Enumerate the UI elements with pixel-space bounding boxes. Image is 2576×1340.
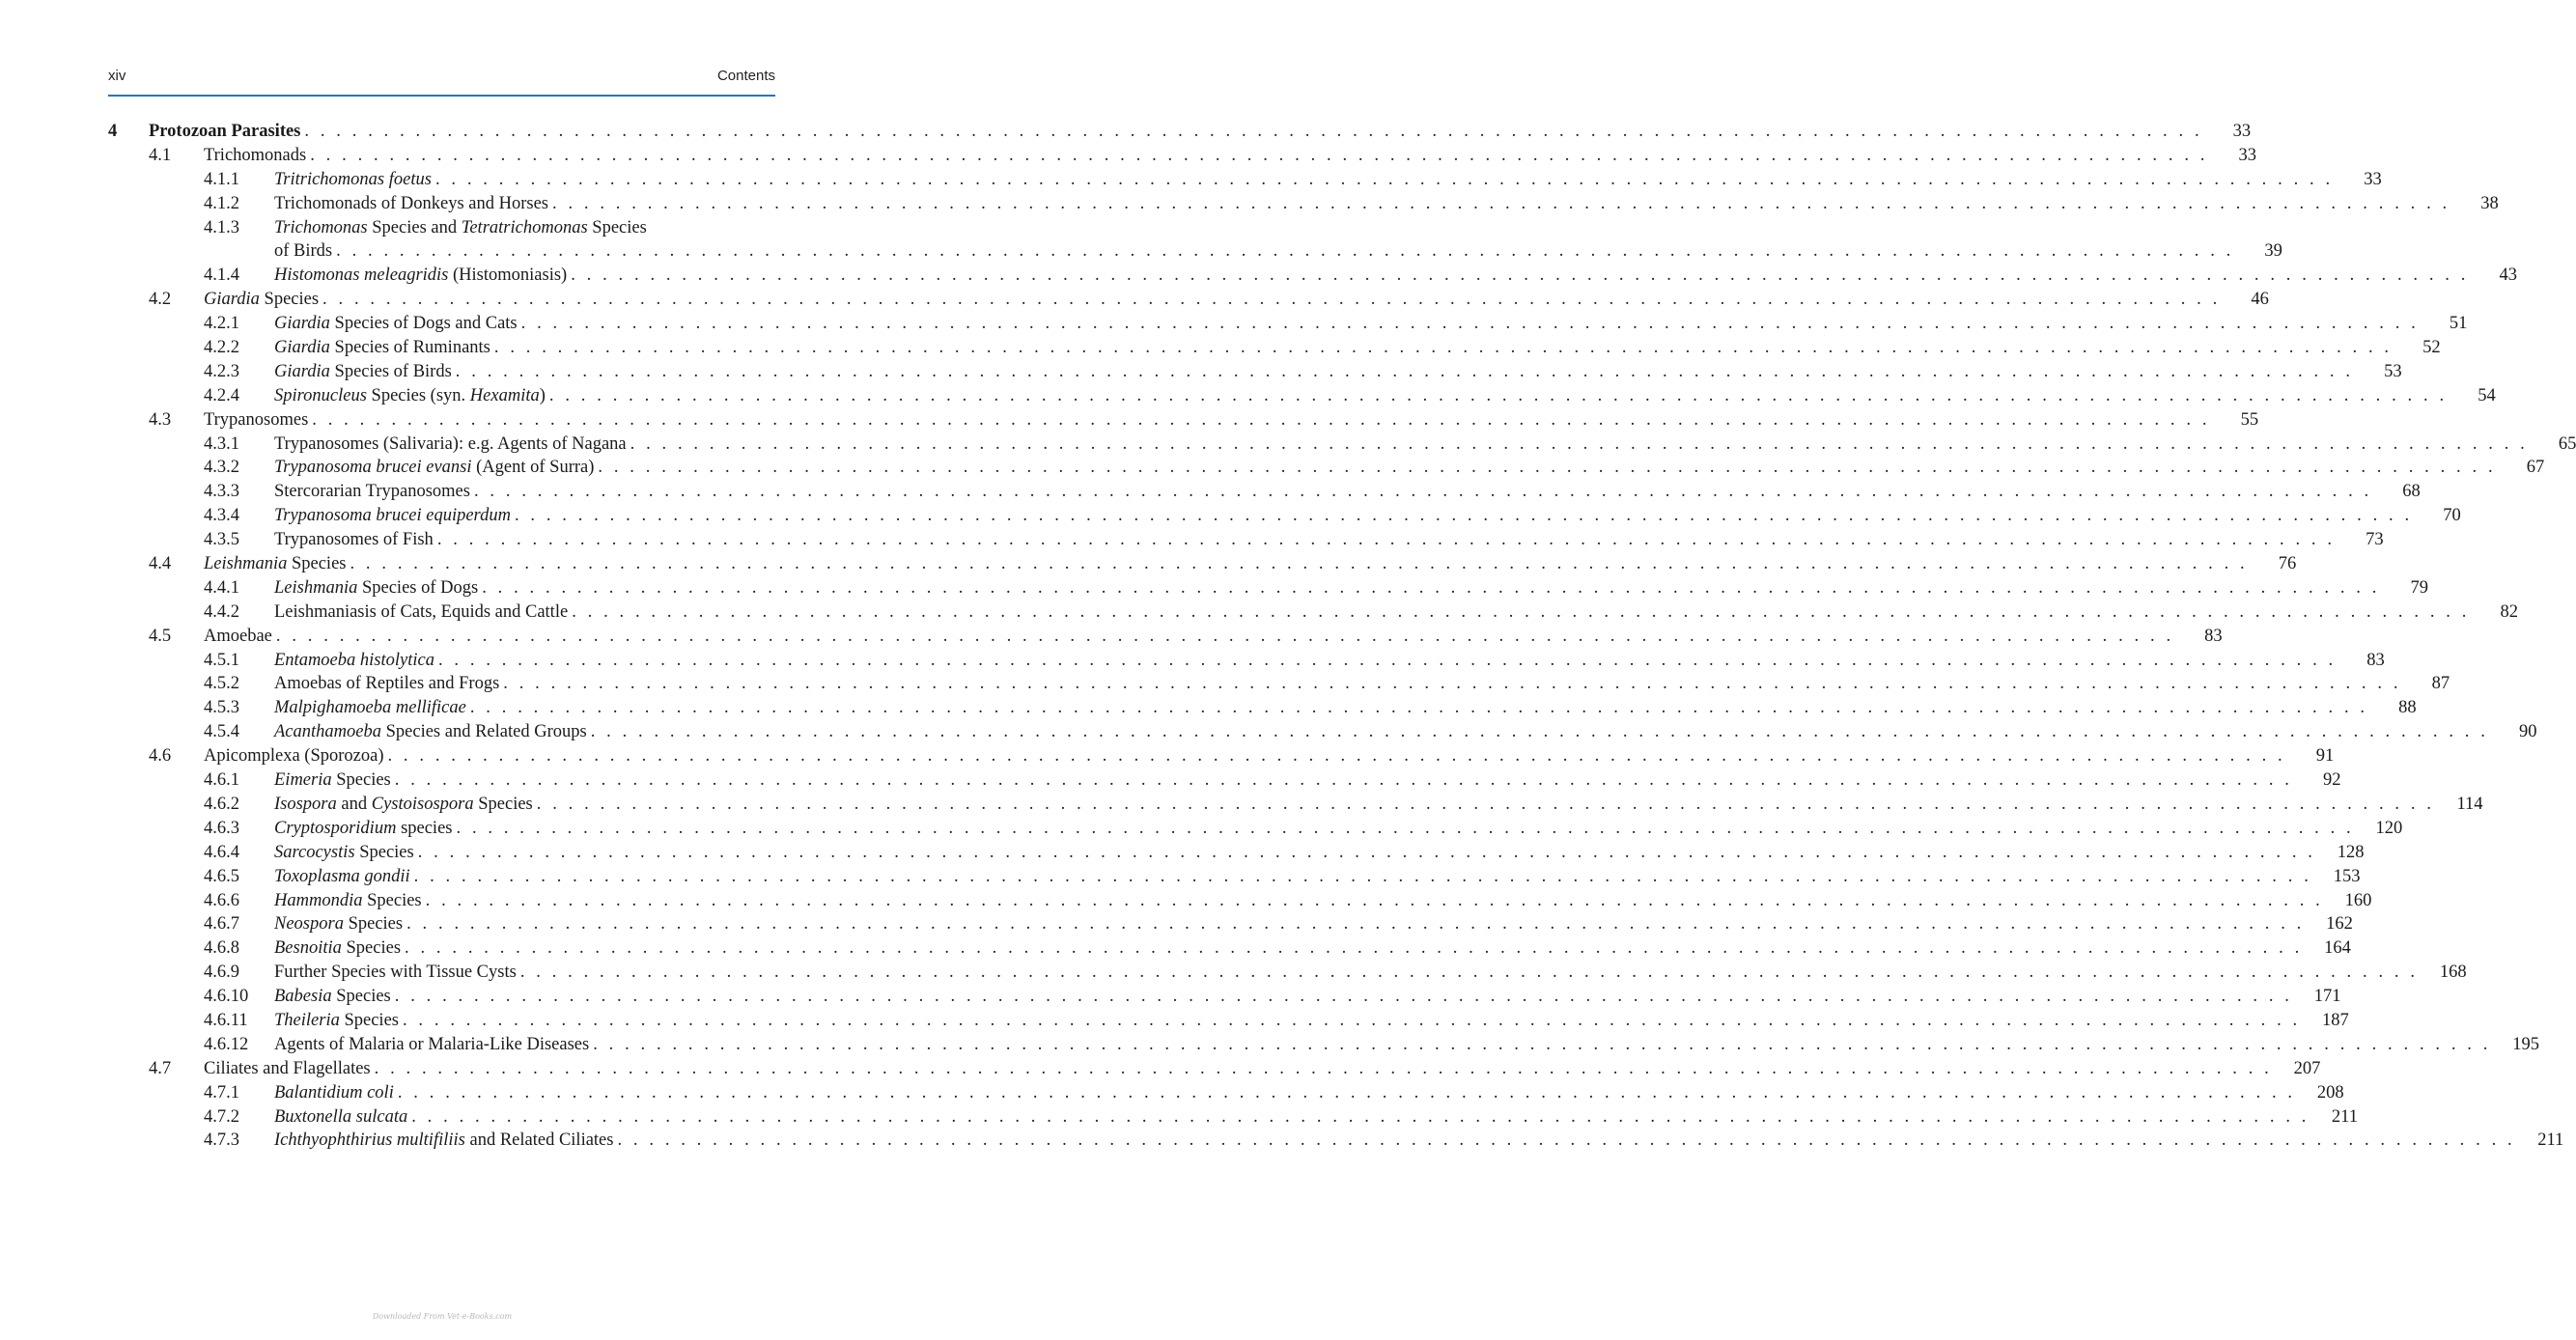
toc-entry-number: 4.3 — [149, 409, 172, 430]
toc-entry[interactable] — [108, 576, 2428, 600]
toc-entry-number: 4.6.12 — [204, 1034, 249, 1054]
toc-entry-page: 55 — [2240, 409, 2259, 430]
dot-leader: . . . . . . . . . . . . . . . . . . . . . . . . . . . . . . . . . . . . . . . . . . . . . . . . . . . . . . . . . . . . . . . . . . . . . . . . . . . . . . . . . . . . . . . . . . . . . . . . . . . . . . . . . . . . . . . . . . . . . . . . — [275, 626, 2174, 646]
toc-entry-number: 4.1.4 — [204, 265, 239, 286]
toc-entry[interactable] — [108, 936, 2351, 961]
toc-entry-number: 4.2.2 — [204, 338, 239, 358]
download-watermark: Downloaded From Vet-e-Books.com — [372, 1312, 513, 1321]
toc-entry-page: 46 — [2251, 290, 2269, 310]
dot-leader: . . . . . . . . . . . . . . . . . . . . . . . . . . . . . . . . . . . . . . . . . . . . . . . . . . . . . . . . . . . . . . . . . . . . . . . . . . . . . . . . . . . . . . . . . . . . . . . . . . . . . . . . . . . . . . . . . . . . . . . . — [387, 746, 2286, 767]
toc-entry-number: 4.6.8 — [204, 938, 239, 959]
toc-entry-title: of Birds — [274, 241, 333, 262]
toc-entry[interactable] — [108, 672, 2450, 696]
toc-entry[interactable] — [108, 841, 2365, 865]
toc-entry[interactable] — [108, 456, 2545, 480]
toc-entry-number: 4 — [108, 122, 118, 141]
toc-entry[interactable] — [108, 504, 2461, 528]
toc-entry-title: Leishmania Species of Dogs — [274, 577, 479, 598]
toc-entry[interactable] — [108, 312, 2468, 336]
toc-entry[interactable] — [108, 793, 2483, 817]
toc-entry-title: Tritrichomonas foetus — [274, 169, 432, 189]
toc-entry-page: 120 — [2375, 818, 2403, 838]
dot-leader: . . . . . . . . . . . . . . . . . . . . . . . . . . . . . . . . . . . . . . . . . . . . . . . . . . . . . . . . . . . . . . . . . . . . . . . . . . . . . . . . . . . . . . . . . . . . . . . . . . . . . . . . . . . . . . . . . . . . . . . . — [406, 914, 2305, 935]
dot-leader: . . . . . . . . . . . . . . . . . . . . . . . . . . . . . . . . . . . . . . . . . . . . . . . . . . . . . . . . . . . . . . . . . . . . . . . . . . . . . . . . . . . . . . . . . . . . . . . . . . . . . . . . . . . . . . . . . . . . . . . . — [425, 890, 2324, 910]
toc-entry-number: 4.7.1 — [204, 1082, 239, 1103]
toc-entry-title: Leishmaniasis of Cats, Equids and Cattle — [274, 601, 569, 622]
toc-entry-page: 33 — [2364, 169, 2382, 189]
dot-leader: . . . . . . . . . . . . . . . . . . . . . . . . . . . . . . . . . . . . . . . . . . . . . . . . . . . . . . . . . . . . . . . . . . . . . . . . . . . . . . . . . . . . . . . . . . . . . . . . . . . . . . . . . . . . . . . . . . . . . . . . — [336, 241, 2234, 262]
toc-entry-page: 83 — [2366, 650, 2385, 670]
toc-entry-number: 4.2.4 — [204, 385, 239, 405]
toc-entry-title: Stercorarian Trypanosomes — [274, 482, 470, 502]
dot-leader: . . . . . . . . . . . . . . . . . . . . . . . . . . . . . . . . . . . . . . . . . . . . . . . . . . . . . . . . . . . . . . . . . . . . . . . . . . . . . . . . . . . . . . . . . . . . . . . . . . . . . . . . . . . . . . . . . . . . . . . . — [411, 1106, 2310, 1127]
toc-entry-page: 67 — [2526, 458, 2545, 478]
toc-entry-page: 76 — [2278, 554, 2297, 574]
dot-leader: . . . . . . . . . . . . . . . . . . . . . . . . . . . . . . . . . . . . . . . . . . . . . . . . . . . . . . . . . . . . . . . . . . . . . . . . . . . . . . . . . . . . . . . . . . . . . . . . . . . . . . . . . . . . . . . . . . . . . . . . — [552, 193, 2450, 213]
section-label: Contents — [716, 68, 775, 84]
toc-entry-title: Spironucleus Species (syn. Hexamita) — [274, 385, 546, 405]
toc-entry-title: Protozoan Parasites — [149, 122, 301, 141]
toc-entry[interactable] — [108, 144, 2256, 168]
toc-entry-page: 195 — [2512, 1034, 2539, 1054]
toc-entry[interactable] — [108, 1081, 2344, 1105]
toc-entry[interactable] — [108, 1033, 2539, 1057]
running-head — [108, 68, 775, 84]
toc-entry[interactable] — [108, 480, 2421, 504]
toc-entry-title: Giardia Species — [204, 290, 320, 310]
toc-entry-number: 4.7.2 — [204, 1106, 239, 1127]
dot-leader: . . . . . . . . . . . . . . . . . . . . . . . . . . . . . . . . . . . . . . . . . . . . . . . . . . . . . . . . . . . . . . . . . . . . . . . . . . . . . . . . . . . . . . . . . . . . . . . . . . . . . . . . . . . . . . . . . . . . . . . . — [590, 722, 2489, 742]
dot-leader: . . . . . . . . . . . . . . . . . . . . . . . . . . . . . . . . . . . . . . . . . . . . . . . . . . . . . . . . . . . . . . . . . . . . . . . . . . . . . . . . . . . . . . . . . . . . . . . . . . . . . . . . . . . . . . . . . . . . . . . . — [405, 938, 2303, 959]
toc-entry-number: 4.3.4 — [204, 506, 239, 526]
toc-entry-page: 171 — [2313, 987, 2341, 1007]
toc-entry-number: 4.5 — [149, 626, 172, 646]
toc-entry[interactable] — [108, 649, 2385, 673]
toc-entry-title: Eimeria Species — [274, 770, 391, 791]
toc-entry-page: 207 — [2293, 1058, 2321, 1078]
toc-entry[interactable] — [108, 600, 2518, 625]
toc-entry-title: Trypanosomes — [204, 409, 309, 430]
dot-leader: . . . . . . . . . . . . . . . . . . . . . . . . . . . . . . . . . . . . . . . . . . . . . . . . . . . . . . . . . . . . . . . . . . . . . . . . . . . . . . . . . . . . . . . . . . . . . . . . . . . . . . . . . . . . . . . . . . . . . . . . — [536, 794, 2435, 814]
toc-entry-number: 4.1.2 — [204, 193, 239, 213]
toc-entry-number: 4.6.11 — [204, 1010, 248, 1030]
toc-entry-title: Trypanosoma brucei equiperdum — [274, 506, 511, 526]
toc-entry[interactable] — [108, 264, 2517, 288]
toc-entry[interactable] — [108, 625, 2223, 649]
dot-leader: . . . . . . . . . . . . . . . . . . . . . . . . . . . . . . . . . . . . . . . . . . . . . . . . . . . . . . . . . . . . . . . . . . . . . . . . . . . . . . . . . . . . . . . . . . . . . . . . . . . . . . . . . . . . . . . . . . . . . . . . — [598, 458, 2497, 478]
toc-entry-page: 92 — [2323, 770, 2341, 791]
toc-entry-number: 4.5.3 — [204, 698, 239, 718]
toc-entry[interactable] — [108, 192, 2499, 216]
dot-leader: . . . . . . . . . . . . . . . . . . . . . . . . . . . . . . . . . . . . . . . . . . . . . . . . . . . . . . . . . . . . . . . . . . . . . . . . . . . . . . . . . . . . . . . . . . . . . . . . . . . . . . . . . . . . . . . . . . . . . . . . — [312, 409, 2211, 430]
toc-entry-title: Histomonas meleagridis (Histomoniasis) — [274, 265, 568, 286]
toc-entry[interactable] — [108, 912, 2353, 936]
toc-entry[interactable] — [108, 360, 2402, 384]
dot-leader: . . . . . . . . . . . . . . . . . . . . . . . . . . . . . . . . . . . . . . . . . . . . . . . . . . . . . . . . . . . . . . . . . . . . . . . . . . . . . . . . . . . . . . . . . . . . . . . . . . . . . . . . . . . . . . . . . . . . . . . . — [503, 674, 2402, 694]
toc-entry-title: Trypanosoma brucei evansi (Agent of Surra) — [274, 458, 595, 478]
dot-leader: . . . . . . . . . . . . . . . . . . . . . . . . . . . . . . . . . . . . . . . . . . . . . . . . . . . . . . . . . . . . . . . . . . . . . . . . . . . . . . . . . . . . . . . . . . . . . . . . . . . . . . . . . . . . . . . . . . . . . . . . — [456, 818, 2355, 838]
toc-entry-number: 4.4.2 — [204, 601, 239, 622]
toc-entry-number: 4.5.1 — [204, 650, 239, 670]
header-rule — [108, 95, 775, 97]
dot-leader: . . . . . . . . . . . . . . . . . . . . . . . . . . . . . . . . . . . . . . . . . . . . . . . . . . . . . . . . . . . . . . . . . . . . . . . . . . . . . . . . . . . . . . . . . . . . . . . . . . . . . . . . . . . . . . . . . . . . . . . . — [455, 361, 2354, 381]
toc-entry-page: 38 — [2480, 193, 2499, 213]
toc-entry-title: Trichomonas Species and Tetratrichomonas Species — [274, 217, 647, 237]
dot-leader: . . . . . . . . . . . . . . . . . . . . . . . . . . . . . . . . . . . . . . . . . . . . . . . . . . . . . . . . . . . . . . . . . . . . . . . . . . . . . . . . . . . . . . . . . . . . . . . . . . . . . . . . . . . . . . . . . . . . . . . . — [437, 650, 2337, 670]
toc-entry-title: Isospora and Cystoisospora Species — [274, 794, 533, 814]
dot-leader: . . . . . . . . . . . . . . . . . . . . . . . . . . . . . . . . . . . . . . . . . . . . . . . . . . . . . . . . . . . . . . . . . . . . . . . . . . . . . . . . . . . . . . . . . . . . . . . . . . . . . . . . . . . . . . . . . . . . . . . . — [593, 1034, 2491, 1054]
toc-entry-title: Besnoitia Species — [274, 938, 402, 959]
toc-entry-number: 4.6.5 — [204, 866, 239, 886]
toc-entry-number: 4.2.3 — [204, 361, 239, 381]
toc-entry-number: 4.6.6 — [204, 890, 239, 910]
toc-entry-page: 153 — [2333, 866, 2361, 886]
toc-entry-title: Leishmania Species — [204, 554, 347, 574]
toc-entry-title: Further Species with Tissue Cysts — [274, 963, 517, 983]
toc-entry[interactable] — [108, 1057, 2321, 1081]
toc-entry-page: 211 — [2331, 1106, 2358, 1127]
toc-entry-title: Acanthamoeba Species and Related Groups — [274, 722, 587, 742]
toc-entry-page: 87 — [2431, 674, 2450, 694]
dot-leader: . . . . . . . . . . . . . . . . . . . . . . . . . . . . . . . . . . . . . . . . . . . . . . . . . . . . . . . . . . . . . . . . . . . . . . . . . . . . . . . . . . . . . . . . . . . . . . . . . . . . . . . . . . . . . . . . . . . . . . . . — [617, 1131, 2516, 1151]
table-of-contents — [108, 120, 2576, 1153]
dot-leader: . . . . . . . . . . . . . . . . . . . . . . . . . . . . . . . . . . . . . . . . . . . . . . . . . . . . . . . . . . . . . . . . . . . . . . . . . . . . . . . . . . . . . . . . . . . . . . . . . . . . . . . . . . . . . . . . . . . . . . . . — [548, 385, 2448, 405]
toc-entry-title: Trypanosomes of Fish — [274, 530, 434, 550]
dot-leader: . . . . . . . . . . . . . . . . . . . . . . . . . . . . . . . . . . . . . . . . . . . . . . . . . . . . . . . . . . . . . . . . . . . . . . . . . . . . . . . . . . . . . . . . . . . . . . . . . . . . . . . . . . . . . . . . . . . . . . . . — [394, 987, 2293, 1007]
dot-leader: . . . . . . . . . . . . . . . . . . . . . . . . . . . . . . . . . . . . . . . . . . . . . . . . . . . . . . . . . . . . . . . . . . . . . . . . . . . . . . . . . . . . . . . . . . . . . . . . . . . . . . . . . . . . . . . . . . . . . . . . — [520, 314, 2420, 334]
toc-entry-title: Ciliates and Flagellates — [204, 1058, 371, 1078]
toc-entry-number: 4.1.3 — [204, 217, 239, 237]
toc-entry-number: 4.4 — [149, 554, 172, 574]
toc-entry-title: Hammondia Species — [274, 890, 422, 910]
toc-entry-number: 4.5.4 — [204, 722, 239, 742]
toc-entry-number: 4.7.3 — [204, 1131, 239, 1151]
dot-leader: . . . . . . . . . . . . . . . . . . . . . . . . . . . . . . . . . . . . . . . . . . . . . . . . . . . . . . . . . . . . . . . . . . . . . . . . . . . . . . . . . . . . . . . . . . . . . . . . . . . . . . . . . . . . . . . . . . . . . . . . — [519, 963, 2419, 983]
toc-entry-title: Giardia Species of Birds — [274, 361, 452, 381]
toc-entry[interactable] — [108, 889, 2372, 913]
toc-entry-title: Giardia Species of Ruminants — [274, 338, 490, 358]
toc-entry[interactable] — [108, 433, 2576, 457]
dot-leader: . . . . . . . . . . . . . . . . . . . . . . . . . . . . . . . . . . . . . . . . . . . . . . . . . . . . . . . . . . . . . . . . . . . . . . . . . . . . . . . . . . . . . . . . . . . . . . . . . . . . . . . . . . . . . . . . . . . . . . . . — [482, 577, 2380, 598]
toc-entry-page: 73 — [2366, 530, 2384, 550]
toc-entry-page: 164 — [2324, 938, 2351, 959]
dot-leader: . . . . . . . . . . . . . . . . . . . . . . . . . . . . . . . . . . . . . . . . . . . . . . . . . . . . . . . . . . . . . . . . . . . . . . . . . . . . . . . . . . . . . . . . . . . . . . . . . . . . . . . . . . . . . . . . . . . . . . . . — [402, 1010, 2301, 1030]
toc-entry-number: 4.6.3 — [204, 818, 239, 838]
dot-leader: . . . . . . . . . . . . . . . . . . . . . . . . . . . . . . . . . . . . . . . . . . . . . . . . . . . . . . . . . . . . . . . . . . . . . . . . . . . . . . . . . . . . . . . . . . . . . . . . . . . . . . . . . . . . . . . . . . . . . . . . — [572, 601, 2470, 622]
dot-leader: . . . . . . . . . . . . . . . . . . . . . . . . . . . . . . . . . . . . . . . . . . . . . . . . . . . . . . . . . . . . . . . . . . . . . . . . . . . . . . . . . . . . . . . . . . . . . . . . . . . . . . . . . . . . . . . . . . . . . . . . — [322, 290, 2221, 310]
dot-leader: . . . . . . . . . . . . . . . . . . . . . . . . . . . . . . . . . . . . . . . . . . . . . . . . . . . . . . . . . . . . . . . . . . . . . . . . . . . . . . . . . . . . . . . . . . . . . . . . . . . . . . . . . . . . . . . . . . . . . . . . — [514, 506, 2413, 526]
toc-entry-title: Sarcocystis Species — [274, 842, 414, 862]
toc-entry-number: 4.3.3 — [204, 482, 239, 502]
toc-entry[interactable] — [108, 120, 2252, 144]
toc-entry-page: 187 — [2322, 1010, 2349, 1030]
toc-entry-page: 39 — [2264, 241, 2282, 262]
toc-entry-title: Amoebae — [204, 626, 272, 646]
toc-entry-page: 128 — [2337, 842, 2365, 862]
toc-entry-page: 65 — [2558, 433, 2576, 454]
toc-entry[interactable] — [108, 1009, 2349, 1033]
toc-entry[interactable] — [108, 696, 2417, 720]
toc-entry-number: 4.3.1 — [204, 433, 239, 454]
toc-entry[interactable] — [108, 985, 2341, 1009]
dot-leader: . . . . . . . . . . . . . . . . . . . . . . . . . . . . . . . . . . . . . . . . . . . . . . . . . . . . . . . . . . . . . . . . . . . . . . . . . . . . . . . . . . . . . . . . . . . . . . . . . . . . . . . . . . . . . . . . . . . . . . . . — [469, 698, 2368, 718]
toc-entry-page: 51 — [2449, 314, 2468, 334]
toc-entry-title: Apicomplexa (Sporozoa) — [204, 746, 384, 767]
toc-entry-page: 33 — [2232, 122, 2252, 141]
toc-entry-number: 4.6.2 — [204, 794, 239, 814]
dot-leader: . . . . . . . . . . . . . . . . . . . . . . . . . . . . . . . . . . . . . . . . . . . . . . . . . . . . . . . . . . . . . . . . . . . . . . . . . . . . . . . . . . . . . . . . . . . . . . . . . . . . . . . . . . . . . . . . . . . . . . . . — [394, 770, 2293, 791]
toc-entry[interactable] — [108, 168, 2382, 192]
toc-entry-number: 4.6 — [149, 746, 172, 767]
toc-entry-number: 4.1.1 — [204, 169, 239, 189]
toc-entry[interactable] — [108, 552, 2297, 576]
toc-entry-title: Babesia Species — [274, 987, 391, 1007]
toc-entry[interactable] — [108, 288, 2269, 312]
toc-entry-page: 70 — [2443, 506, 2461, 526]
toc-entry-page: 54 — [2478, 385, 2496, 405]
toc-entry-page: 114 — [2456, 794, 2483, 814]
page-number-label: xiv — [108, 68, 126, 84]
toc-entry-page: 91 — [2315, 746, 2335, 767]
toc-entry-page: 43 — [2499, 265, 2517, 286]
toc-entry-title: Cryptosporidium species — [274, 818, 453, 838]
toc-entry-number: 4.6.4 — [204, 842, 239, 862]
toc-entry-title: Trichomonads of Donkeys and Horses — [274, 193, 548, 213]
toc-entry-number: 4.6.9 — [204, 963, 239, 983]
toc-entry-number: 4.5.2 — [204, 674, 239, 694]
dot-leader: . . . . . . . . . . . . . . . . . . . . . . . . . . . . . . . . . . . . . . . . . . . . . . . . . . . . . . . . . . . . . . . . . . . . . . . . . . . . . . . . . . . . . . . . . . . . . . . . . . . . . . . . . . . . . . . . . . . . . . . . — [350, 554, 2249, 574]
dot-leader: . . . . . . . . . . . . . . . . . . . . . . . . . . . . . . . . . . . . . . . . . . . . . . . . . . . . . . . . . . . . . . . . . . . . . . . . . . . . . . . . . . . . . . . . . . . . . . . . . . . . . . . . . . . . . . . . . . . . . . . . — [493, 338, 2393, 358]
toc-entry-page: 52 — [2422, 338, 2441, 358]
dot-leader: . . . . . . . . . . . . . . . . . . . . . . . . . . . . . . . . . . . . . . . . . . . . . . . . . . . . . . . . . . . . . . . . . . . . . . . . . . . . . . . . . . . . . . . . . . . . . . . . . . . . . . . . . . . . . . . . . . . . . . . . — [473, 482, 2372, 502]
dot-leader: . . . . . . . . . . . . . . . . . . . . . . . . . . . . . . . . . . . . . . . . . . . . . . . . . . . . . . . . . . . . . . . . . . . . . . . . . . . . . . . . . . . . . . . . . . . . . . . . . . . . . . . . . . . . . . . . . . . . . . . . — [310, 145, 2208, 165]
toc-entry-page: 168 — [2439, 963, 2467, 983]
toc-entry-number: 4.2 — [149, 290, 172, 310]
toc-entry-title: Agents of Malaria or Malaria-Like Diseases — [274, 1034, 590, 1054]
toc-entry[interactable] — [108, 384, 2496, 408]
toc-entry-page: 68 — [2402, 482, 2421, 502]
toc-entry[interactable] — [108, 528, 2384, 552]
toc-entry-page: 33 — [2238, 145, 2256, 165]
toc-entry[interactable] — [108, 768, 2341, 793]
toc-entry[interactable] — [108, 744, 2335, 768]
dot-leader: . . . . . . . . . . . . . . . . . . . . . . . . . . . . . . . . . . . . . . . . . . . . . . . . . . . . . . . . . . . . . . . . . . . . . . . . . . . . . . . . . . . . . . . . . . . . . . . . . . . . . . . . . . . . . . . . . . . . . . . . — [304, 122, 2203, 141]
dot-leader: . . . . . . . . . . . . . . . . . . . . . . . . . . . . . . . . . . . . . . . . . . . . . . . . . . . . . . . . . . . . . . . . . . . . . . . . . . . . . . . . . . . . . . . . . . . . . . . . . . . . . . . . . . . . . . . . . . . . . . . . — [417, 842, 2316, 862]
toc-entry-page: 208 — [2316, 1082, 2344, 1103]
toc-entry[interactable] — [108, 865, 2361, 889]
dot-leader: . . . . . . . . . . . . . . . . . . . . . . . . . . . . . . . . . . . . . . . . . . . . . . . . . . . . . . . . . . . . . . . . . . . . . . . . . . . . . . . . . . . . . . . . . . . . . . . . . . . . . . . . . . . . . . . . . . . . . . . . — [413, 866, 2312, 886]
toc-entry[interactable] — [108, 961, 2467, 985]
toc-entry[interactable] — [108, 720, 2537, 744]
toc-entry-page: 82 — [2500, 601, 2518, 622]
toc-entry-page: 83 — [2204, 626, 2223, 646]
toc-entry[interactable] — [108, 1105, 2358, 1130]
toc-entry-title: Buxtonella sulcata — [274, 1106, 408, 1127]
toc-entry-title: Neospora Species — [274, 914, 404, 935]
toc-entry-title: Balantidium coli — [274, 1082, 394, 1103]
toc-entry-title: Toxoplasma gondii — [274, 866, 410, 886]
toc-entry-title: Trypanosomes (Salivaria): e.g. Agents of Nagana — [274, 433, 627, 454]
toc-entry-number: 4.6.1 — [204, 770, 239, 791]
toc-entry[interactable] — [108, 408, 2259, 433]
toc-entry-number: 4.7 — [149, 1058, 172, 1078]
toc-entry[interactable] — [108, 216, 775, 240]
toc-entry-page: 79 — [2410, 577, 2428, 598]
toc-entry-page: 90 — [2518, 722, 2537, 742]
dot-leader: . . . . . . . . . . . . . . . . . . . . . . . . . . . . . . . . . . . . . . . . . . . . . . . . . . . . . . . . . . . . . . . . . . . . . . . . . . . . . . . . . . . . . . . . . . . . . . . . . . . . . . . . . . . . . . . . . . . . . . . . — [630, 433, 2529, 454]
toc-entry-title: Trichomonads — [204, 145, 307, 165]
toc-entry[interactable] — [108, 239, 2282, 264]
toc-entry-page: 160 — [2344, 890, 2372, 910]
toc-entry-title: Malpighamoeba mellificae — [274, 698, 466, 718]
toc-entry-number: 4.1 — [149, 145, 172, 165]
toc-entry[interactable] — [108, 336, 2441, 360]
toc-entry-page: 88 — [2398, 698, 2417, 718]
dot-leader: . . . . . . . . . . . . . . . . . . . . . . . . . . . . . . . . . . . . . . . . . . . . . . . . . . . . . . . . . . . . . . . . . . . . . . . . . . . . . . . . . . . . . . . . . . . . . . . . . . . . . . . . . . . . . . . . . . . . . . . . — [397, 1082, 2296, 1103]
toc-entry-title: Entamoeba histolytica — [274, 650, 434, 670]
toc-entry-number: 4.3.2 — [204, 458, 239, 478]
toc-entry-page: 162 — [2326, 914, 2353, 935]
toc-entry[interactable] — [108, 817, 2403, 841]
dot-leader: . . . . . . . . . . . . . . . . . . . . . . . . . . . . . . . . . . . . . . . . . . . . . . . . . . . . . . . . . . . . . . . . . . . . . . . . . . . . . . . . . . . . . . . . . . . . . . . . . . . . . . . . . . . . . . . . . . . . . . . . — [571, 265, 2469, 286]
dot-leader: . . . . . . . . . . . . . . . . . . . . . . . . . . . . . . . . . . . . . . . . . . . . . . . . . . . . . . . . . . . . . . . . . . . . . . . . . . . . . . . . . . . . . . . . . . . . . . . . . . . . . . . . . . . . . . . . . . . . . . . . — [436, 530, 2336, 550]
toc-entry-page: 53 — [2384, 361, 2402, 381]
toc-entry-number: 4.2.1 — [204, 314, 239, 334]
toc-entry-title: Ichthyophthirius multifiliis and Related Ciliates — [274, 1131, 614, 1151]
toc-entry-title: Giardia Species of Dogs and Cats — [274, 314, 518, 334]
toc-entry-number: 4.6.7 — [204, 914, 239, 935]
toc-entry-title: Amoebas of Reptiles and Frogs — [274, 674, 500, 694]
toc-entry[interactable] — [108, 1129, 2564, 1153]
toc-entry-title: Theileria Species — [274, 1010, 399, 1030]
toc-entry-number: 4.3.5 — [204, 530, 239, 550]
dot-leader: . . . . . . . . . . . . . . . . . . . . . . . . . . . . . . . . . . . . . . . . . . . . . . . . . . . . . . . . . . . . . . . . . . . . . . . . . . . . . . . . . . . . . . . . . . . . . . . . . . . . . . . . . . . . . . . . . . . . . . . . — [434, 169, 2334, 189]
toc-entry-number: 4.6.10 — [204, 987, 249, 1007]
toc-entry-number: 4.4.1 — [204, 577, 239, 598]
dot-leader: . . . . . . . . . . . . . . . . . . . . . . . . . . . . . . . . . . . . . . . . . . . . . . . . . . . . . . . . . . . . . . . . . . . . . . . . . . . . . . . . . . . . . . . . . . . . . . . . . . . . . . . . . . . . . . . . . . . . . . . . — [374, 1058, 2273, 1078]
toc-entry-page: 211 — [2537, 1131, 2564, 1151]
